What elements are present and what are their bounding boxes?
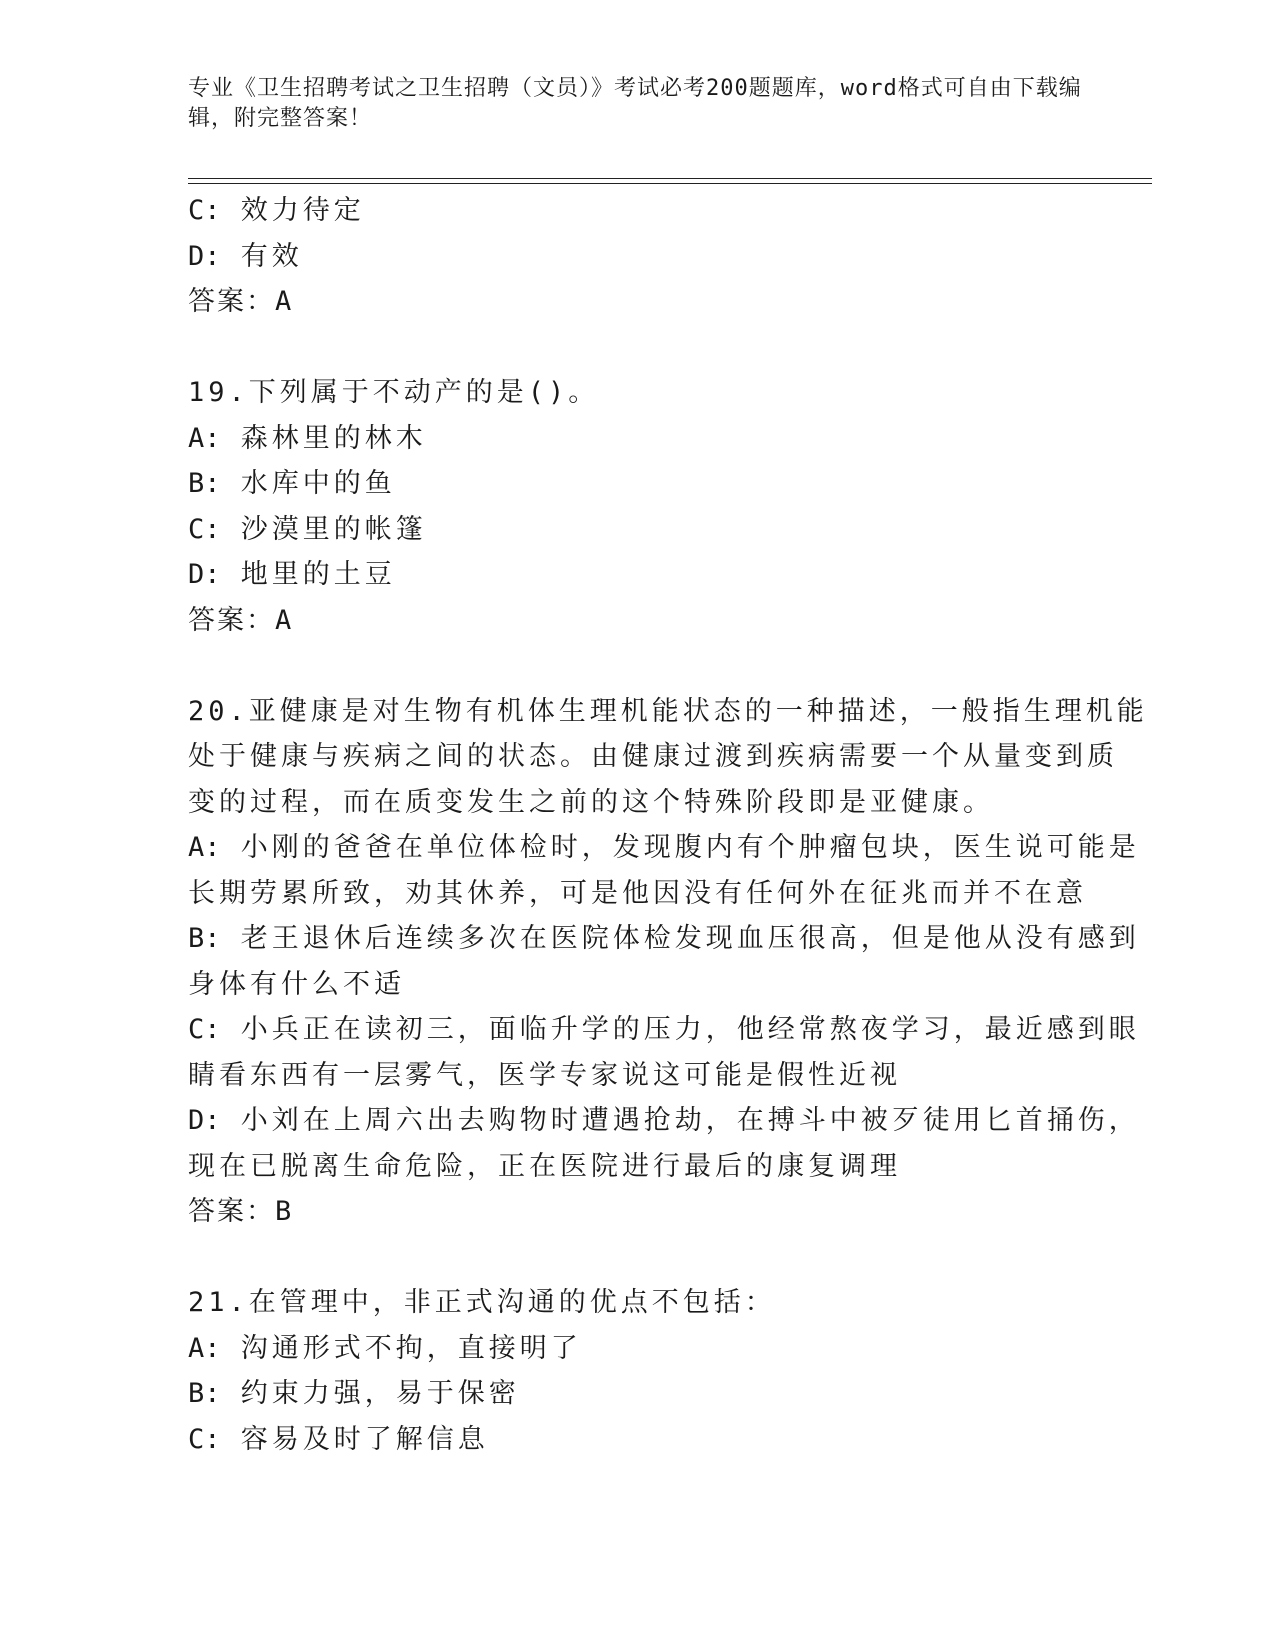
option-a: A: 沟通形式不拘，直接明了	[188, 1332, 582, 1364]
document-header	[188, 74, 1088, 134]
answer-label: 答案：	[188, 1196, 275, 1227]
header-divider-top	[188, 178, 1152, 179]
option-c: C: 容易及时了解信息	[188, 1423, 489, 1455]
option-d: D: 有效	[188, 240, 303, 272]
header-divider-bottom	[188, 183, 1152, 184]
answer-label: 答案：	[188, 604, 275, 636]
question-19	[188, 370, 1088, 643]
question-stem-line: 变的过程，而在质变发生之前的这个特殊阶段即是亚健康。	[188, 786, 994, 818]
question-list	[188, 188, 1148, 1462]
question-20	[188, 689, 1148, 1235]
question-18-continued	[188, 188, 1088, 325]
question-stem: 21.在管理中，非正式沟通的优点不包括：	[188, 1287, 776, 1318]
question-stem-line: 20.亚健康是对生物有机体生理机能状态的一种描述，一般指生理机能	[188, 695, 1148, 727]
option-c: C: 沙漠里的帐篷	[188, 513, 427, 545]
option-a: A: 森林里的林木	[188, 422, 427, 454]
spacer	[188, 1235, 1088, 1281]
option-a: A: 小刚的爸爸在单位体检时，发现腹内有个肿瘤包块，医生说可能是 长期劳累所致，劝其休养，可是他因没有任何外在征兆而并不在意	[188, 832, 1140, 909]
answer-value: B	[275, 1196, 296, 1227]
answer-value: A	[275, 604, 296, 636]
answer-label: 答案：	[188, 286, 275, 317]
option-d: D: 小刘在上周六出去购物时遭遇抢劫，在搏斗中被歹徒用匕首捅伤， 现在已脱离生命危险，正在医院进行最后的康复调理	[188, 1105, 1140, 1182]
answer-line	[188, 1189, 1088, 1235]
option-c: C: 小兵正在读初三，面临升学的压力，他经常熬夜学习，最近感到眼 睛看东西有一层雾气，医学专家说这可能是假性近视	[188, 1014, 1140, 1091]
option-b: B: 水库中的鱼	[188, 468, 396, 499]
spacer	[188, 325, 1088, 371]
header-title: 专业《卫生招聘考试之卫生招聘（文员）》考试必考200题题库，word格式可自由下载编辑，附完整答案！	[188, 76, 1082, 131]
question-stem: 19.下列属于不动产的是()。	[188, 377, 600, 408]
option-b: B: 老王退休后连续多次在医院体检发现血压很高，但是他从没有感到 身体有什么不适	[188, 923, 1140, 1000]
option-b: B: 约束力强，易于保密	[188, 1378, 520, 1409]
question-stem-line: 处于健康与疾病之间的状态。由健康过渡到疾病需要一个从量变到质	[188, 741, 1118, 772]
answer-value: A	[275, 286, 296, 317]
answer-line	[188, 279, 1088, 325]
spacer	[188, 643, 1088, 689]
option-d: D: 地里的土豆	[188, 559, 396, 590]
question-21	[188, 1280, 1088, 1462]
option-c: C: 效力待定	[188, 195, 365, 226]
answer-line	[188, 598, 1088, 644]
